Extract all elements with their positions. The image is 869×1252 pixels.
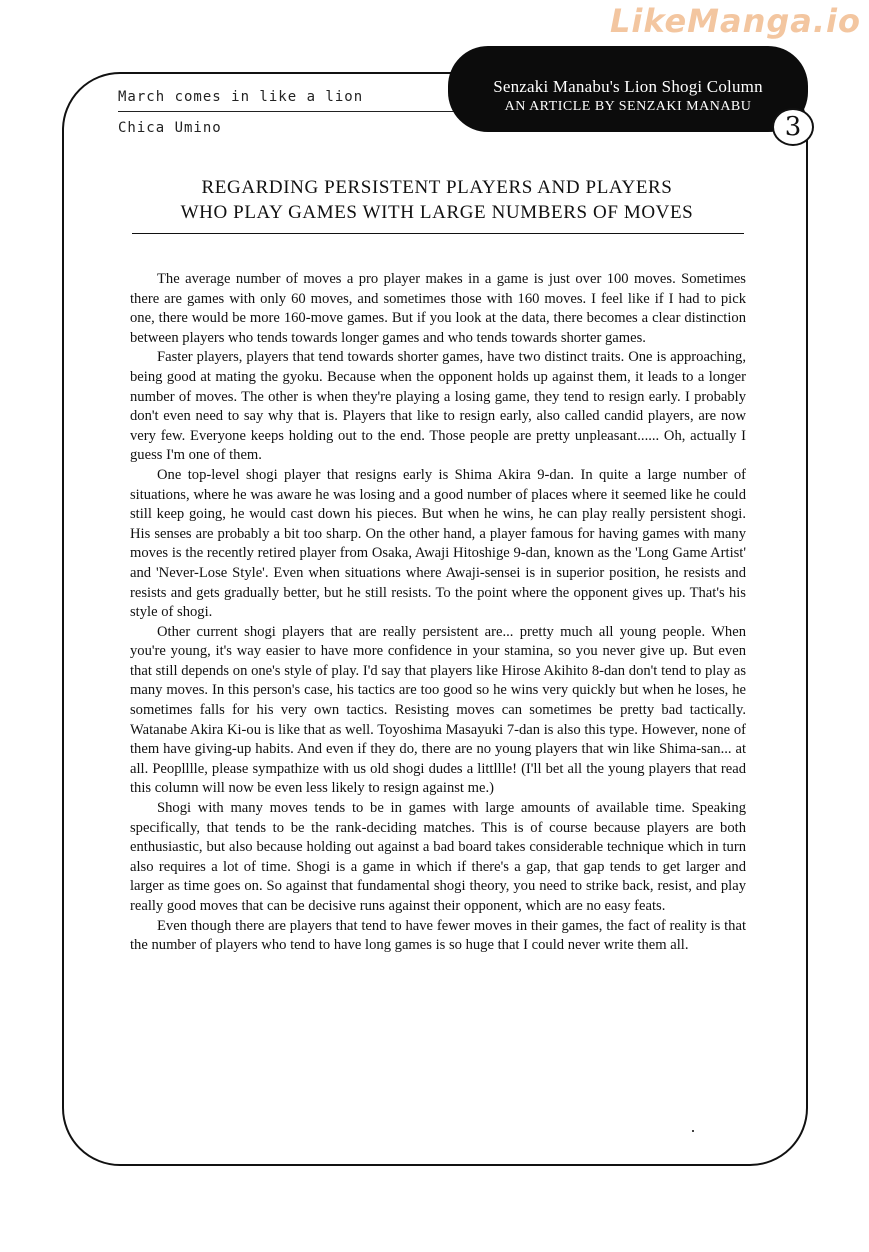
article-paragraph: One top-level shogi player that resigns early is Shima Akira 9-dan. In quite a large number of situations, where he was aware he was losing and a good number of places where it seemed like he could still keep going, he would cast down his pieces. But when he wins, he can play really persistent shogi. His senses are probably a bit too sharp. On the other hand, a player famous for having games with many moves is the recently retired player from Osaka, Awaji Hitoshige 9-dan, known as the 'Long Game Artist' and 'Never-Lose Style'. Even when situations where Awaji-sensei is in superior position, he resists and resists and gets gradually better, but he still resists. To the point where the opponent gives up. That's his style of shogi. [130, 466, 746, 621]
column-title: Senzaki Manabu's Lion Shogi Column [493, 77, 763, 96]
article-paragraph: The average number of moves a pro player makes in a game is just over 100 moves. Sometimes there are games with only 60 moves, and sometimes those with 160 moves. I feel like if I had to pick one, there would be more 160-move games. But if you look at the data, there becomes a clear distinction between players who tends towards longer games and who tends towards shorter games. [130, 271, 746, 346]
page-number: 3 [772, 108, 814, 146]
header-divider [118, 111, 498, 112]
watermark-logo: LikeManga.io [609, 2, 861, 40]
article-body [130, 270, 746, 956]
column-badge [448, 46, 808, 132]
series-title: March comes in like a lion [118, 89, 364, 105]
title-divider [132, 233, 744, 234]
article-title-line-1: REGARDING PERSISTENT PLAYERS AND PLAYERS [201, 177, 673, 198]
column-byline: AN ARTICLE BY SENZAKI MANABU [504, 99, 752, 114]
article-title-line-2: WHO PLAY GAMES WITH LARGE NUMBERS OF MOVES [180, 202, 694, 223]
article-paragraph: Faster players, players that tend towards shorter games, have two distinct traits. One is approaching, being good at mating the gyoku. Because when the opponent holds up against them, it leads to a longer number of moves. The other is when they're playing a losing game, they tend to resign early. I probably don't even need to say why that is. Players that like to resign early, also called candid players, are now very few. Everyone keeps holding out to the end. Those people are pretty unpleasant...... Oh, actually I guess I'm one of them. [130, 349, 746, 464]
article-paragraph: Shogi with many moves tends to be in games with large amounts of available time. Speaking specifically, that tends to be the rank-deciding matches. This is of course because players are both enthusiastic, but also because holding out against a bad board takes considerable technique which in turn also requires a lot of time. Shogi is a game in which if there's a gap, that gap tends to get larger and larger as time goes on. So against that fundamental shogi theory, you need to strike back, resist, and play really good moves that can be decisive runs against their opponent, which are no easy feats. [130, 800, 746, 914]
series-header [118, 89, 498, 136]
article-paragraph: Other current shogi players that are really persistent are... pretty much all young people. When you're young, it's way easier to have more confidence in your stamina, so you never give up. But even that still depends on one's style of play. I'd say that players like Hirose Akihito 8-dan don't tend to play as many moves. In this person's case, his tactics are too good so he wins very quickly but when he loses, he sometimes falls for his very own tactics. Resisting moves can sometimes be pretty bad tactically. Watanabe Akira Ki-ou is like that as well. Toyoshima Masayuki 7-dan is also this type. However, none of them have giving-up habits. And even if they do, there are no young players that win like Shima-san... at all. Peoplllle, please sympathize with us old shogi dudes a littllle! (I'll bet all the young players that read this column will now be even less likely to resign against me.) [130, 623, 746, 797]
article-paragraph: Even though there are players that tend to have fewer moves in their games, the fact of reality is that the number of players who tend to have long games is so huge that I could never write them all. [130, 917, 746, 954]
article-title [130, 175, 744, 225]
author-name: Chica Umino [118, 120, 222, 136]
stray-mark [692, 1130, 694, 1132]
